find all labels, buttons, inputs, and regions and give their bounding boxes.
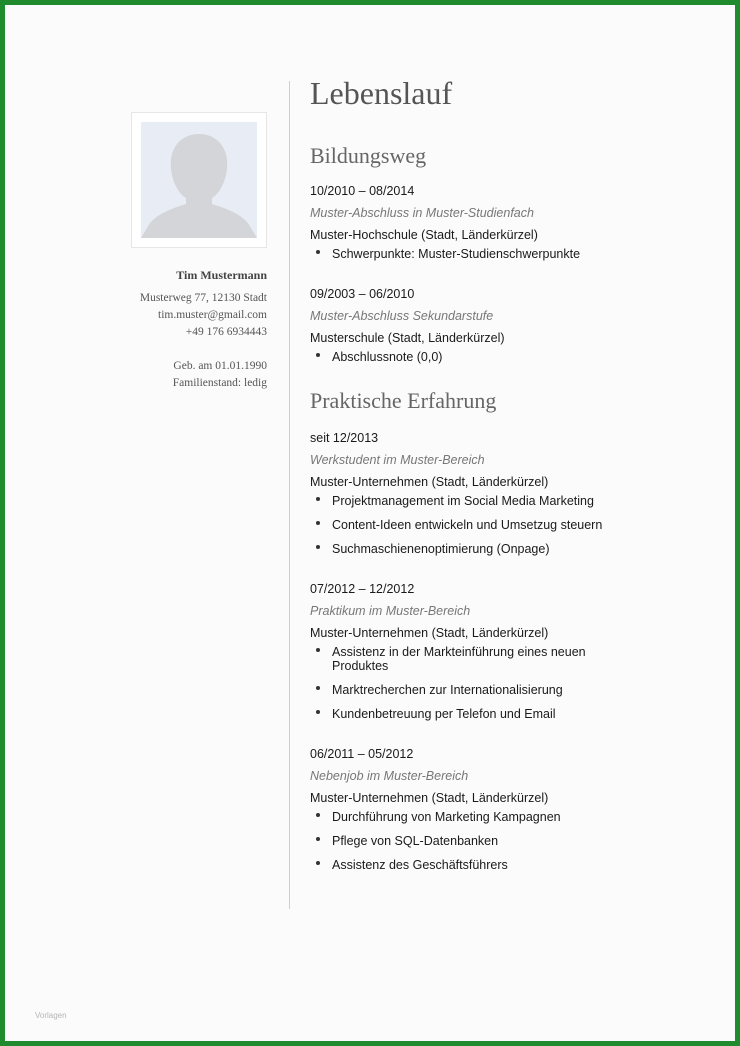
entry-role: Nebenjob im Muster-Bereich [310, 769, 469, 783]
bullet-item: Abschlussnote (0,0) [310, 350, 710, 364]
bullet-list [310, 645, 710, 721]
entry-date: 10/2010 – 08/2014 [310, 184, 415, 198]
experience-entry [310, 743, 710, 872]
experience-entry [310, 427, 710, 556]
bullet-list [310, 247, 710, 261]
section-title-education: Bildungsweg [310, 143, 427, 168]
bullet-item: Durchführung von Marketing Kampagnen [310, 810, 710, 824]
entry-organization: Musterschule (Stadt, Länderkürzel) [310, 331, 505, 345]
bullet-item: Schwerpunkte: Muster-Studienschwerpunkte [310, 247, 710, 261]
family-status: Familienstand: ledig [172, 377, 267, 389]
main-content [310, 71, 710, 882]
entry-organization: Muster-Unternehmen (Stadt, Länderkürzel) [310, 791, 549, 805]
entry-role: Muster-Abschluss in Muster-Studienfach [310, 206, 534, 220]
entry-role: Muster-Abschluss Sekundarstufe [310, 309, 494, 323]
page-title: Lebenslauf [310, 75, 453, 111]
entry-organization: Muster-Unternehmen (Stadt, Länderkürzel) [310, 475, 549, 489]
contact-sidebar [105, 267, 267, 392]
bullet-list [310, 350, 710, 364]
entry-date: 06/2011 – 05/2012 [310, 747, 414, 761]
entry-role: Praktikum im Muster-Bereich [310, 604, 471, 618]
entry-role: Werkstudent im Muster-Bereich [310, 453, 485, 467]
entry-date: seit 12/2013 [310, 431, 379, 445]
bullet-item: Suchmaschienenoptimierung (Onpage) [310, 542, 710, 556]
bullet-item: Projektmanagement im Social Media Marketing [310, 494, 710, 508]
bullet-item: Kundenbetreuung per Telefon und Email [310, 707, 710, 721]
entry-date: 07/2012 – 12/2012 [310, 582, 415, 596]
bullet-item: Marktrecherchen zur Internationalisierung [310, 683, 710, 697]
entry-date: 09/2003 – 06/2010 [310, 287, 415, 301]
bullet-item: Pflege von SQL-Datenbanken [310, 834, 710, 848]
experience-entry [310, 578, 710, 721]
birth-date: Geb. am 01.01.1990 [173, 360, 267, 372]
photo-frame [131, 112, 267, 248]
section-title-experience: Praktische Erfahrung [310, 388, 497, 413]
column-divider [289, 81, 290, 909]
education-entry [310, 283, 710, 364]
bullet-list [310, 810, 710, 872]
address: Musterweg 77, 12130 Stadt [139, 292, 267, 304]
email: tim.muster@gmail.com [158, 309, 267, 321]
bullet-list [310, 494, 710, 556]
footer-watermark: Vorlagen [35, 1011, 67, 1020]
entry-organization: Muster-Hochschule (Stadt, Länderkürzel) [310, 228, 538, 242]
profile-placeholder-icon [141, 122, 257, 238]
phone: +49 176 6934443 [185, 326, 267, 338]
education-entry [310, 180, 710, 261]
bullet-item: Assistenz des Geschäftsführers [310, 858, 710, 872]
person-name: Tim Mustermann [176, 268, 267, 282]
bullet-item: Assistenz in der Markteinführung eines neuen Produktes [310, 645, 602, 673]
bullet-item: Content-Ideen entwickeln und Umsetzug steuern [310, 518, 710, 532]
entry-organization: Muster-Unternehmen (Stadt, Länderkürzel) [310, 626, 549, 640]
